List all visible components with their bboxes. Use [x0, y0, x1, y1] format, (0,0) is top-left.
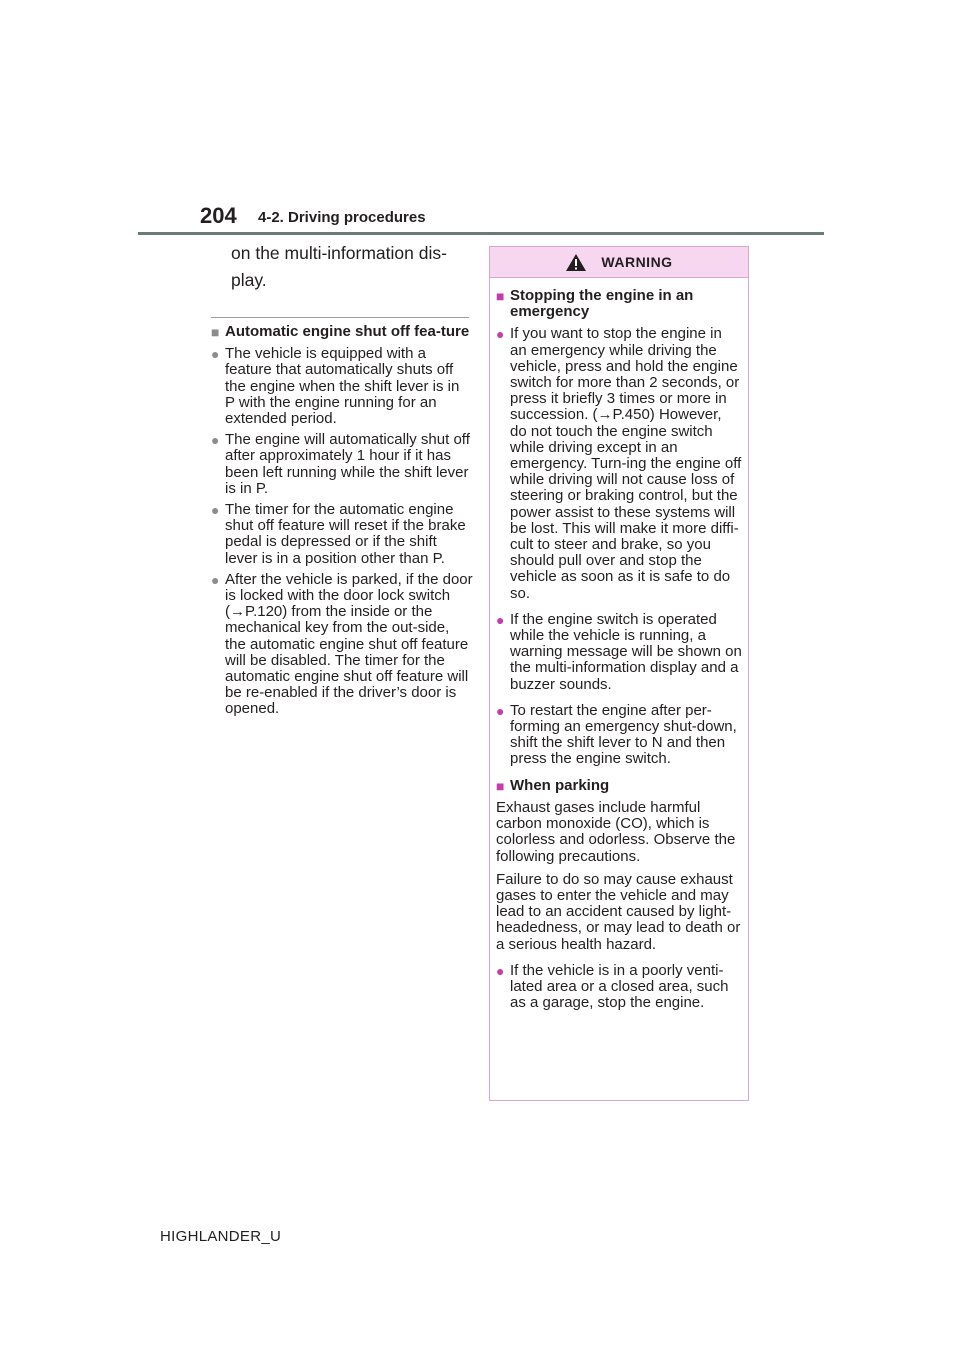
square-bullet-icon: ■ — [211, 324, 220, 340]
circle-bullet-icon: ● — [211, 571, 220, 588]
list-item-text: If the engine switch is operated while the vehicle is running, a warning message will be shown on the multi-information display and a buzzer sounds. — [510, 610, 742, 693]
list-item-text: If the vehicle is in a poorly venti-lated area or a closed area, such as a garage, stop the engine. — [510, 961, 729, 1012]
list-item — [211, 432, 473, 497]
warning-paragraph: Exhaust gases include harmful carbon monoxide (CO), which is colorless and odorless. Observe the following precautions. — [496, 798, 736, 865]
circle-bullet-icon: ● — [211, 502, 220, 519]
list-item — [211, 346, 473, 427]
list-item-text: To restart the engine after per-forming an emergency shut-down, shift the shift lever to N and then press the engine switch. — [510, 701, 737, 768]
topic-heading — [211, 324, 473, 340]
warning-title: WARNING — [601, 254, 673, 270]
warning-paragraph: Failure to do so may cause exhaust gases to enter the vehicle and may lead to an accident caused by light-headedness, or may lead to death or a serious health hazard. — [496, 870, 741, 953]
list-item — [496, 612, 742, 693]
square-bullet-icon: ■ — [496, 777, 505, 794]
footer-model: HIGHLANDER_U — [160, 1228, 282, 1245]
circle-bullet-icon: ● — [211, 432, 220, 449]
square-bullet-icon: ■ — [496, 288, 505, 304]
section-title: 4-2. Driving procedures — [258, 209, 426, 226]
header-rule — [138, 232, 824, 235]
warning-heading — [496, 778, 742, 794]
list-item-text: The timer for the automatic engine shut off feature will reset if the brake pedal is depressed or if the shift lever is in a position other than P. — [225, 501, 466, 567]
list-item-text: The vehicle is equipped with a feature that automatically shuts off the engine when the shift lever is in P with the engine running for an extended period. — [225, 345, 460, 428]
circle-bullet-icon: ● — [211, 346, 220, 363]
warning-heading-text: Stopping the engine in an emergency — [510, 287, 694, 321]
warning-header — [490, 247, 748, 278]
list-item — [496, 703, 742, 768]
lead-text: on the multi-information dis-play. — [231, 243, 447, 290]
list-item — [496, 963, 742, 1012]
warning-heading-text: When parking — [510, 776, 610, 794]
warning-triangle-icon — [565, 253, 587, 272]
warning-heading — [496, 288, 742, 320]
list-item-text: The engine will automatically shut off after approximately 1 hour if it has been left running while the shift lever is in P. — [225, 431, 470, 497]
warning-body — [490, 278, 748, 1011]
list-item-text: After the vehicle is parked, if the door is locked with the door lock switch (→P.120) from the inside or the mechanical key from the out-side, the automatic engine shut off feature will be disabled. The timer for the automatic engine shut off feature will be re-enabled if the driver’s door is opened. — [225, 570, 473, 718]
circle-bullet-icon: ● — [496, 702, 505, 719]
topic-heading-text: Automatic engine shut off fea-ture — [225, 323, 470, 340]
left-column — [211, 240, 473, 723]
circle-bullet-icon: ● — [496, 326, 505, 343]
list-item — [211, 502, 473, 567]
warning-box — [489, 246, 749, 1101]
list-item-text: If you want to stop the engine in an emergency while driving the vehicle, press and hold the engine switch for more than 2 seconds, or press it briefly 3 times or more in succession. (→P.450) However, do not touch the engine switch while driving except in an emergency. Turn-ing the engine off while driving will not cause loss of steering or braking control, but the power assist to these systems will be lost. This will make it more diffi-cult to steer and brake, so you should pull over and stop the vehicle as soon as it is safe to do so. — [510, 325, 742, 602]
section-divider — [211, 317, 469, 318]
list-item — [496, 326, 742, 601]
circle-bullet-icon: ● — [496, 611, 505, 628]
list-item — [211, 572, 473, 718]
page-number: 204 — [200, 203, 237, 228]
circle-bullet-icon: ● — [496, 962, 505, 979]
